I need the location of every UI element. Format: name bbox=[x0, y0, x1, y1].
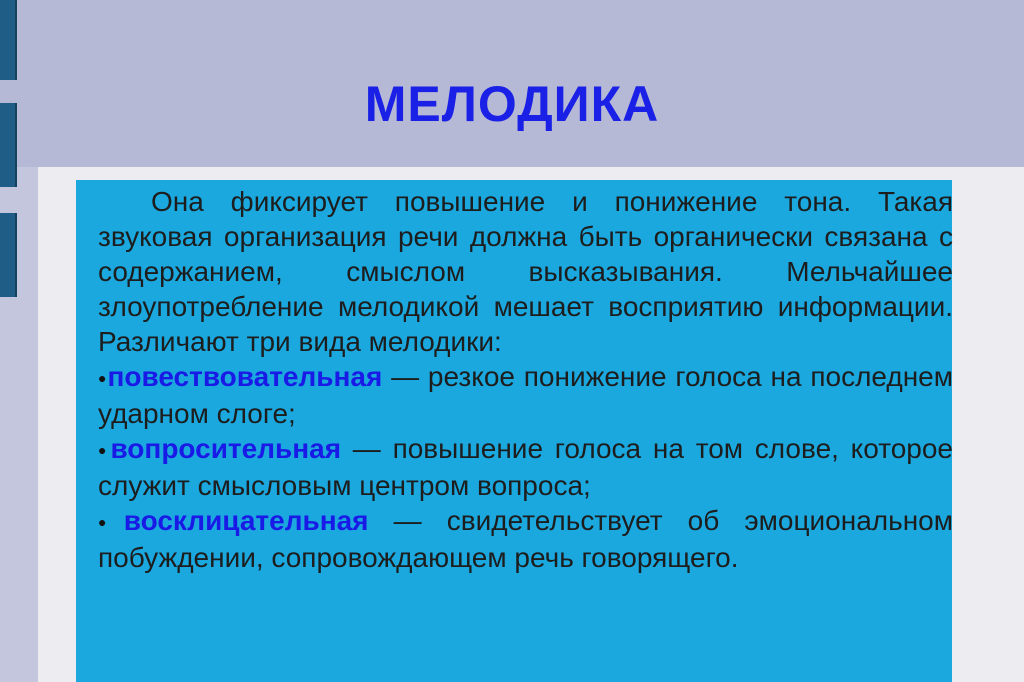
term-exclamatory: восклицательная bbox=[123, 505, 369, 537]
term-description: — повышение голоса на том слове, которое служит смысловым центром вопроса; bbox=[98, 433, 953, 502]
bullet-icon: ● bbox=[98, 514, 124, 531]
bullet-icon: ● bbox=[98, 370, 108, 387]
bullet-icon: ● bbox=[98, 442, 111, 459]
term-description: — резкое понижение голоса на последнем ударном слоге; bbox=[98, 361, 954, 430]
content-text bbox=[98, 184, 953, 575]
list-item bbox=[98, 503, 953, 575]
edge-tab-decoration bbox=[0, 213, 17, 297]
term-description: — свидетельствует об эмоциональном побуждении, сопровождающем речь говорящего. bbox=[98, 505, 953, 574]
content-box bbox=[76, 180, 952, 682]
list-item bbox=[98, 359, 953, 431]
edge-tab-decoration bbox=[0, 0, 17, 80]
term-narrative: повествовательная bbox=[107, 361, 383, 392]
list-item bbox=[98, 431, 953, 503]
intro-paragraph: Она фиксирует повышение и понижение тона. Такая звуковая организация речи должна быть органически связана с содержанием, смыслом высказывания. Мельчайшее злоупотребление мелодикой мешает восприятию информации. Различают три вида мелодики: bbox=[98, 186, 953, 357]
term-interrogative: вопросительная bbox=[110, 433, 342, 465]
slide-title: МЕЛОДИКА bbox=[364, 76, 660, 132]
